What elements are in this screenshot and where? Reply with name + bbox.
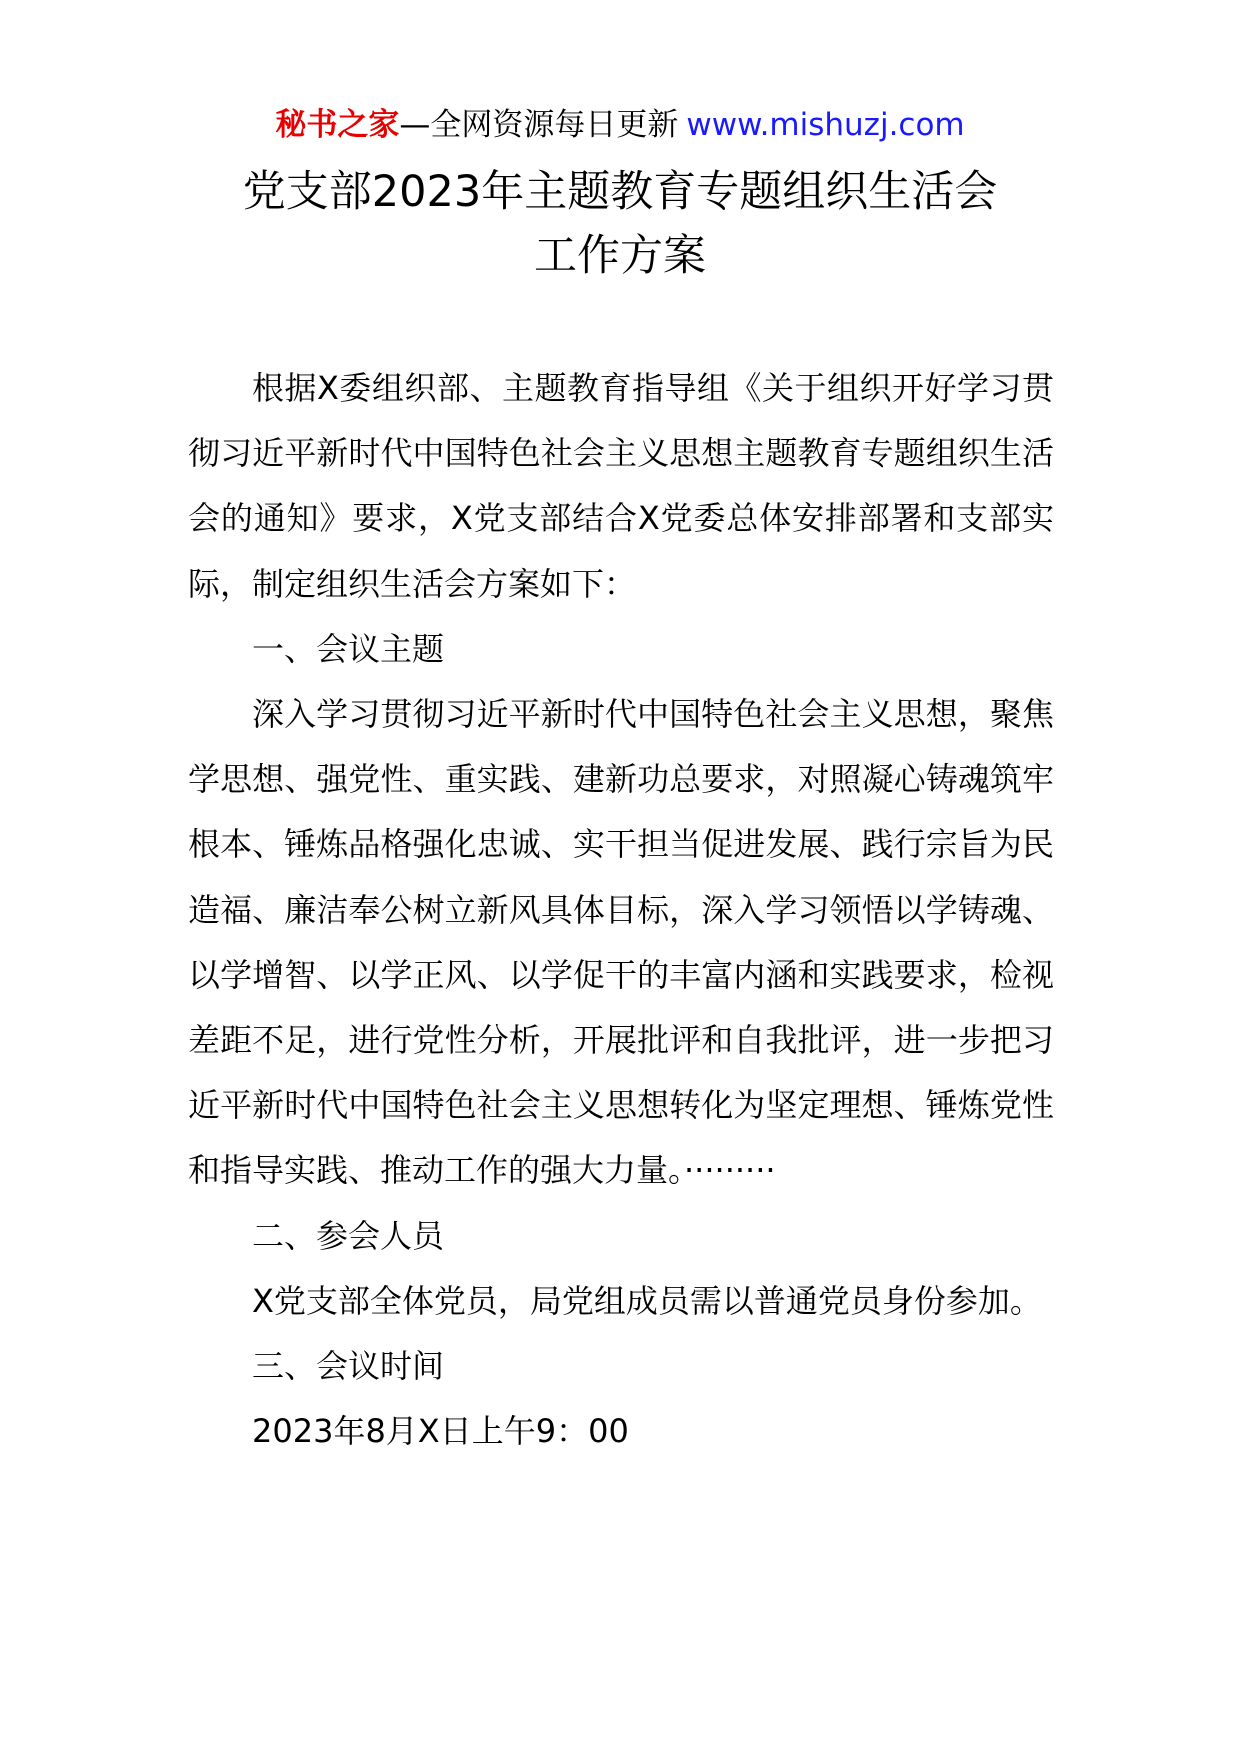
title-line-1: 党支部2023年主题教育专题组织生活会 [242,167,998,217]
site-url-link[interactable]: www.mishuzj.com [686,107,965,143]
document-body [188,356,1054,1464]
title-line-2: 工作方案 [534,231,706,281]
site-brand: 秘书之家 [275,107,400,143]
section-2-paragraph: X党支部全体党员，局党组成员需以普通党员身份参加。 [252,1281,1042,1320]
section-3-paragraph: 2023年8月X日上午9：00 [252,1412,629,1451]
intro-paragraph: 根据X委组织部、主题教育指导组《关于组织开好学习贯彻习近平新时代中国特色社会主义思想主题教育专题组织生活会的通知》要求，X党支部结合X党委总体安排部署和支部实际，制定组织生活会方案如下： [188,369,1054,603]
site-header [0,103,1240,147]
section-3-heading: 三、会议时间 [252,1347,445,1386]
site-tagline: —全网资源每日更新 [399,107,679,143]
section-1-paragraph: 深入学习贯彻习近平新时代中国特色社会主义思想，聚焦学思想、强党性、重实践、建新功总要求，对照凝心铸魂筑牢根本、锤炼品格强化忠诚、实干担当促进发展、践行宗旨为民造福、廉洁奉公树立新风具体目标，深入学习领悟以学铸魂、以学增智、以学正风、以学促干的丰富内涵和实践要求，检视差距不足，进行党性分析，开展批评和自我批评，进一步把习近平新时代中国特色社会主义思想转化为坚定理想、锤炼党性和指导实践、推动工作的强大力量。········· [188,695,1054,1190]
document-title [0,160,1240,288]
section-1-heading: 一、会议主题 [252,629,445,668]
section-2-heading: 二、参会人员 [252,1216,445,1255]
